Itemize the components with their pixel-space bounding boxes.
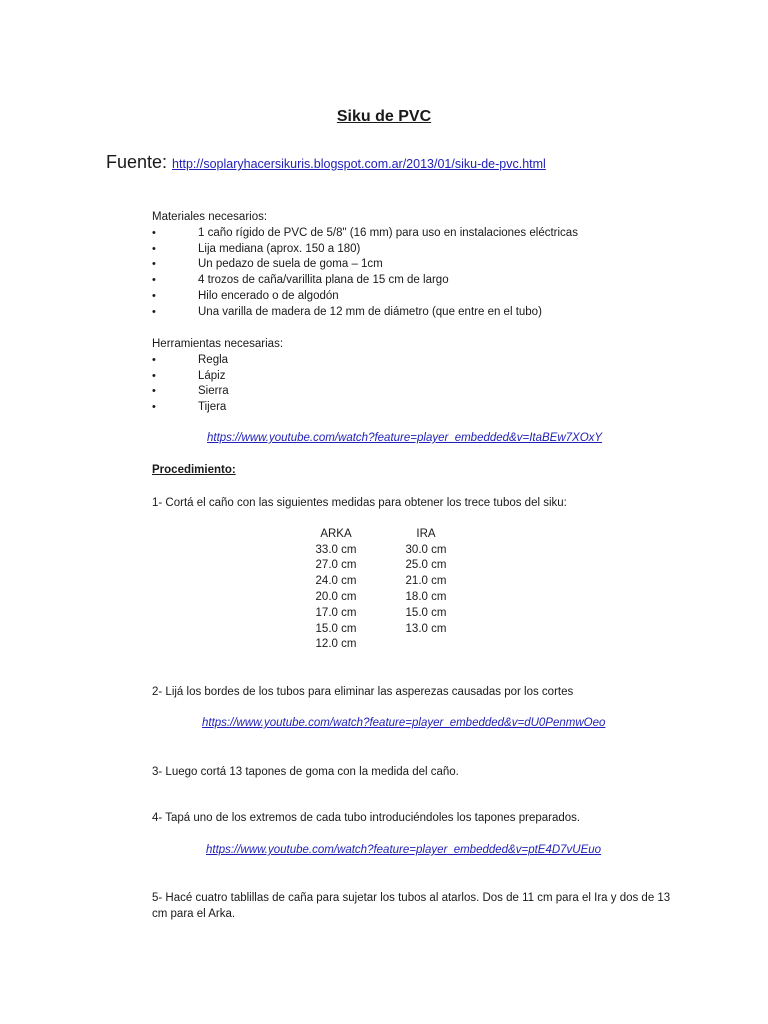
table-row: [300, 558, 462, 574]
ira-cell: 18.0 cm: [405, 591, 447, 604]
materials-heading: Materiales necesarios:: [152, 211, 268, 223]
list-item: [152, 384, 283, 400]
bullet: •: [152, 274, 156, 287]
material-text: 4 trozos de caña/varillita plana de 15 cm de largo: [198, 274, 449, 287]
table-row: [300, 589, 462, 605]
procedure-heading: Procedimiento:: [152, 464, 236, 476]
bullet: •: [152, 258, 156, 271]
tool-text: Sierra: [198, 385, 229, 398]
list-item: [152, 289, 578, 305]
ira-cell: 15.0 cm: [405, 606, 447, 619]
tool-text: Tijera: [198, 401, 227, 414]
step-1-text: 1- Cortá el caño con las siguientes medidas para obtener los trece tubos del siku:: [152, 497, 567, 509]
column-header-ira: IRA: [416, 527, 436, 540]
material-text: Hilo encerado o de algodón: [198, 289, 339, 302]
arka-cell: 17.0 cm: [315, 606, 357, 619]
ira-cell: [390, 637, 462, 653]
list-item: [152, 400, 283, 416]
column-gap: [372, 526, 390, 542]
bullet: •: [152, 401, 156, 414]
video-link-2[interactable]: https://www.youtube.com/watch?feature=player_embedded&v=dU0PenmwOeo: [202, 717, 606, 729]
step-5-line-1: 5- Hacé cuatro tablillas de caña para sujetar los tubos al atarlos. Dos de 11 cm para el Ira y dos de 13: [152, 892, 671, 904]
ira-cell: 21.0 cm: [405, 575, 447, 588]
bullet: •: [152, 353, 156, 366]
arka-cell: 27.0 cm: [315, 559, 357, 572]
list-item: [152, 257, 578, 273]
document-title: Siku de PVC: [336, 108, 432, 125]
table-header-row: [300, 526, 462, 542]
step-5-line-2: cm para el Arka.: [152, 907, 236, 920]
list-item: [152, 273, 578, 289]
bullet: •: [152, 226, 156, 239]
ira-cell: 13.0 cm: [405, 622, 447, 635]
list-item: [152, 226, 578, 242]
column-header-arka: ARKA: [320, 527, 352, 540]
bullet: •: [152, 305, 156, 318]
materials-list: [152, 226, 578, 321]
step-4-text: 4- Tapá uno de los extremos de cada tubo introduciéndoles los tapones preparados.: [152, 812, 581, 824]
table-row: [300, 621, 462, 637]
arka-cell: 15.0 cm: [315, 622, 357, 635]
source-line: [106, 152, 546, 173]
ira-cell: 25.0 cm: [405, 559, 447, 572]
arka-cell: 12.0 cm: [315, 638, 357, 651]
arka-cell: 24.0 cm: [315, 575, 357, 588]
arka-cell: 20.0 cm: [315, 591, 357, 604]
list-item: [152, 369, 283, 385]
step-5-text: [152, 891, 670, 923]
bullet: •: [152, 242, 156, 255]
list-item: [152, 305, 578, 321]
material-text: Una varilla de madera de 12 mm de diámetro (que entre en el tubo): [198, 305, 542, 318]
table-row: [300, 637, 462, 653]
tools-list: [152, 353, 283, 416]
tools-section: [152, 337, 283, 416]
list-item: [152, 353, 283, 369]
source-link[interactable]: http://soplaryhacersikuris.blogspot.com.ar/2013/01/siku-de-pvc.html: [172, 157, 546, 171]
arka-cell: 33.0 cm: [315, 543, 357, 556]
bullet: •: [152, 369, 156, 382]
video-link-1[interactable]: https://www.youtube.com/watch?feature=player_embedded&v=ItaBEw7XOxY: [207, 432, 603, 444]
ira-cell: 30.0 cm: [405, 543, 447, 556]
tool-text: Lápiz: [198, 369, 226, 382]
table-row: [300, 573, 462, 589]
measurements-table: [300, 526, 462, 652]
bullet: •: [152, 385, 156, 398]
table-row: [300, 605, 462, 621]
step-2-text: 2- Lijá los bordes de los tubos para eliminar las asperezas causadas por los cortes: [152, 686, 574, 698]
material-text: Un pedazo de suela de goma – 1cm: [198, 258, 383, 271]
table-row: [300, 542, 462, 558]
tool-text: Regla: [198, 353, 229, 366]
tools-heading: Herramientas necesarias:: [152, 338, 284, 350]
bullet: •: [152, 289, 156, 302]
materials-section: [152, 210, 578, 321]
step-3-text: 3- Luego cortá 13 tapones de goma con la medida del caño.: [152, 766, 459, 778]
material-text: 1 caño rígido de PVC de 5/8" (16 mm) para uso en instalaciones eléctricas: [198, 226, 578, 239]
material-text: Lija mediana (aprox. 150 a 180): [198, 242, 361, 255]
video-link-3[interactable]: https://www.youtube.com/watch?feature=player_embedded&v=ptE4D7vUEuo: [206, 844, 602, 856]
list-item: [152, 242, 578, 258]
source-label: Fuente:: [106, 152, 173, 172]
